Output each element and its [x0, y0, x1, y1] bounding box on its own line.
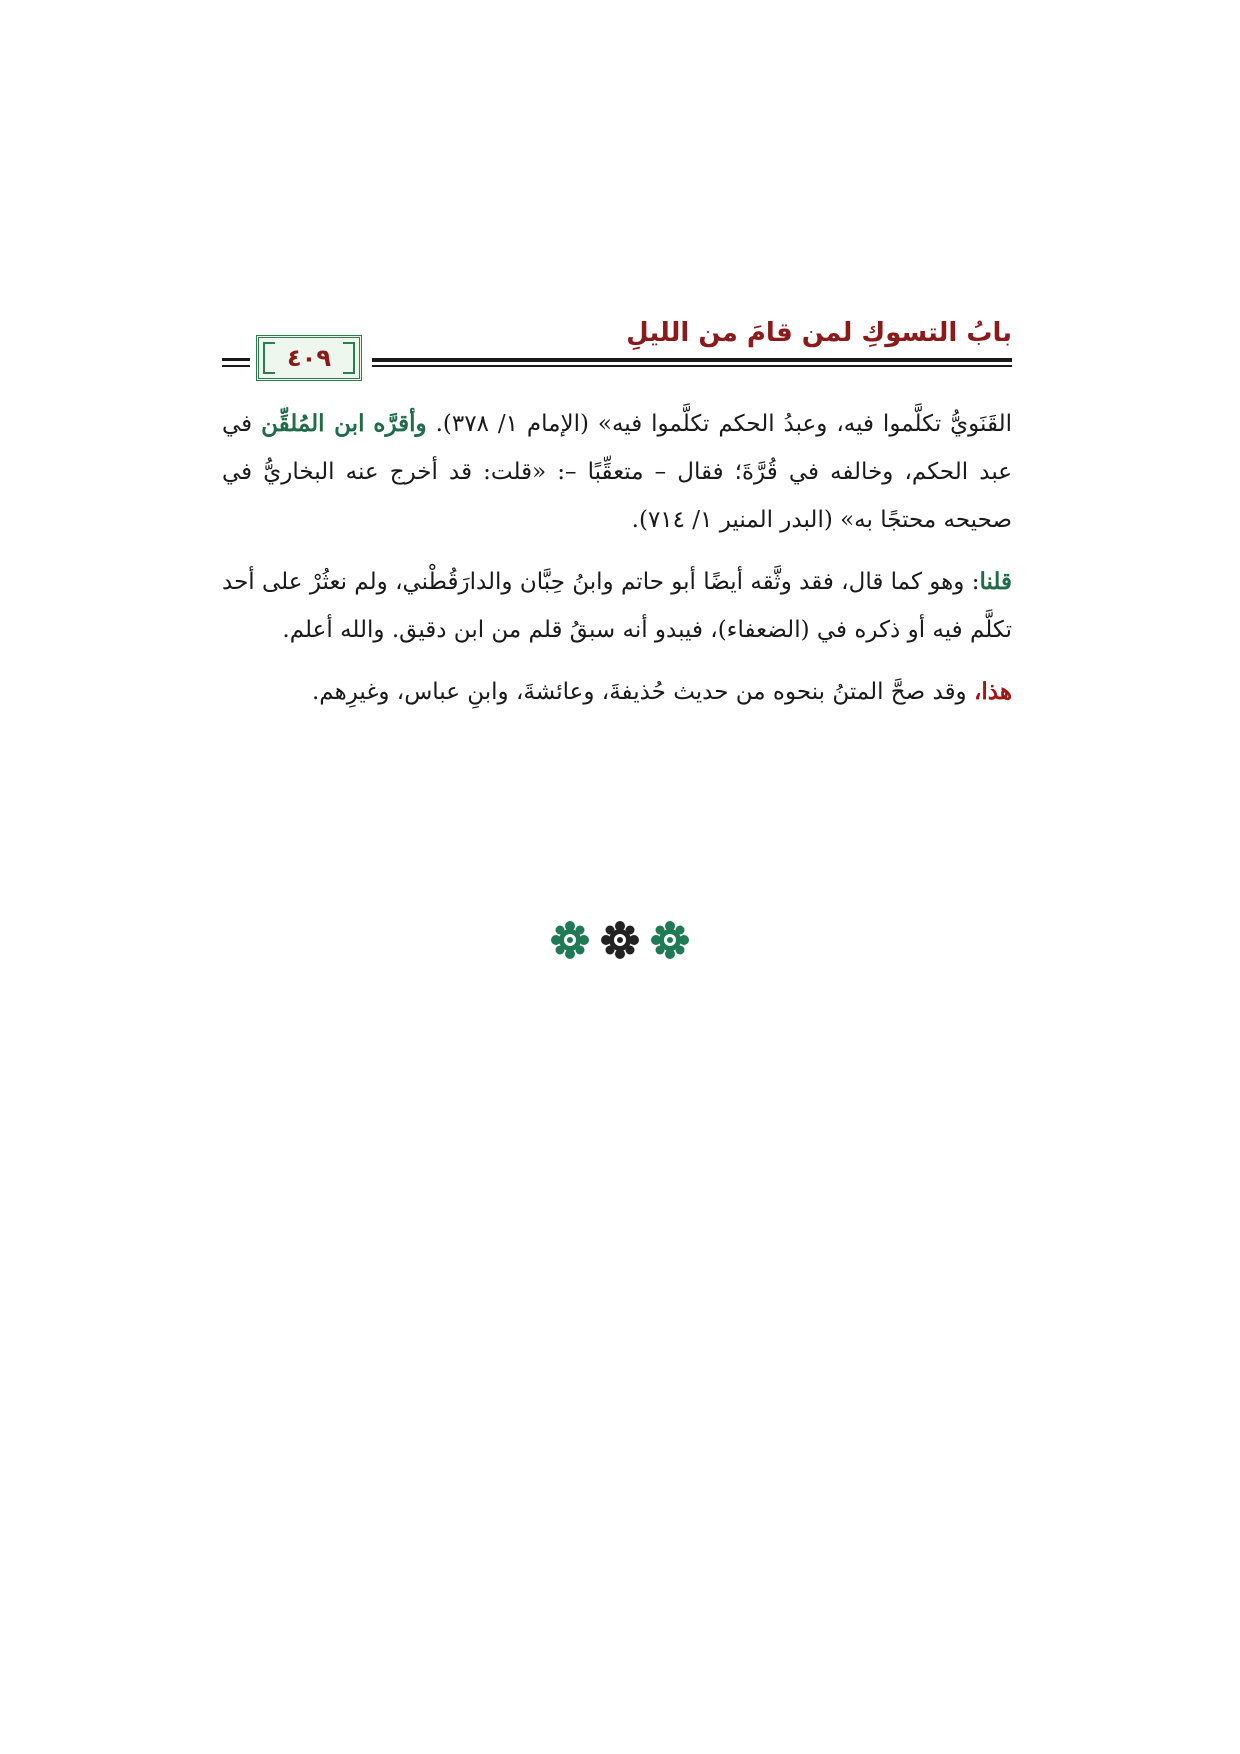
text-segment: في عبد الحكم، وخالفه في قُرَّةَ؛ فقال – متعقِّبًا –: «قلت: قد أخرج عنه البخاريُّ في صحيحه محتجًا به» (البدر المنير ١/ ٧١٤). — [222, 411, 1012, 533]
header-rule-left — [222, 358, 250, 361]
highlight-term: قلنا — [979, 568, 1012, 595]
chapter-title: بابُ التسوكِ لمن قامَ من الليلِ — [626, 318, 1012, 348]
header-rule-thin — [372, 365, 1012, 367]
body-text — [222, 400, 1012, 730]
header-rule-left-lower — [222, 365, 250, 367]
flower-ornament-icon — [550, 920, 590, 960]
text-segment: : وهو كما قال، فقد وثَّقه أيضًا أبو حاتم وابنُ حِبَّان والدارَقُطْني، ولم نعثُرْ على أحد تكلَّم فيه أو ذكره في (الضعفاء)، فيبدو أنه سبقُ قلم من ابن دقيق. والله أعلم. — [222, 569, 1012, 643]
highlight-term: هذا، — [973, 678, 1012, 705]
paragraph-1 — [222, 400, 1012, 544]
section-end-ornaments — [0, 920, 1240, 960]
highlight-name: ابن المُلقِّن — [261, 410, 365, 437]
paragraph-2 — [222, 558, 1012, 654]
page-number-frame — [256, 335, 362, 381]
header-rule-thick — [372, 358, 1012, 362]
page-header — [222, 318, 1012, 372]
flower-ornament-icon — [650, 920, 690, 960]
flower-ornament-icon — [600, 920, 640, 960]
highlight-term: وأقرَّه — [373, 410, 427, 437]
text-segment: القَنَويُّ تكلَّموا فيه، وعبدُ الحكم تكلَّموا فيه» (الإمام ١/ ٣٧٨). — [426, 411, 1013, 437]
paragraph-3 — [222, 668, 1012, 716]
page-number: ٤٠٩ — [287, 344, 331, 372]
text-segment: وقد صحَّ المتنُ بنحوه من حديث حُذيفةَ، وعائشةَ، وابنِ عباس، وغيرِهم. — [311, 679, 974, 705]
